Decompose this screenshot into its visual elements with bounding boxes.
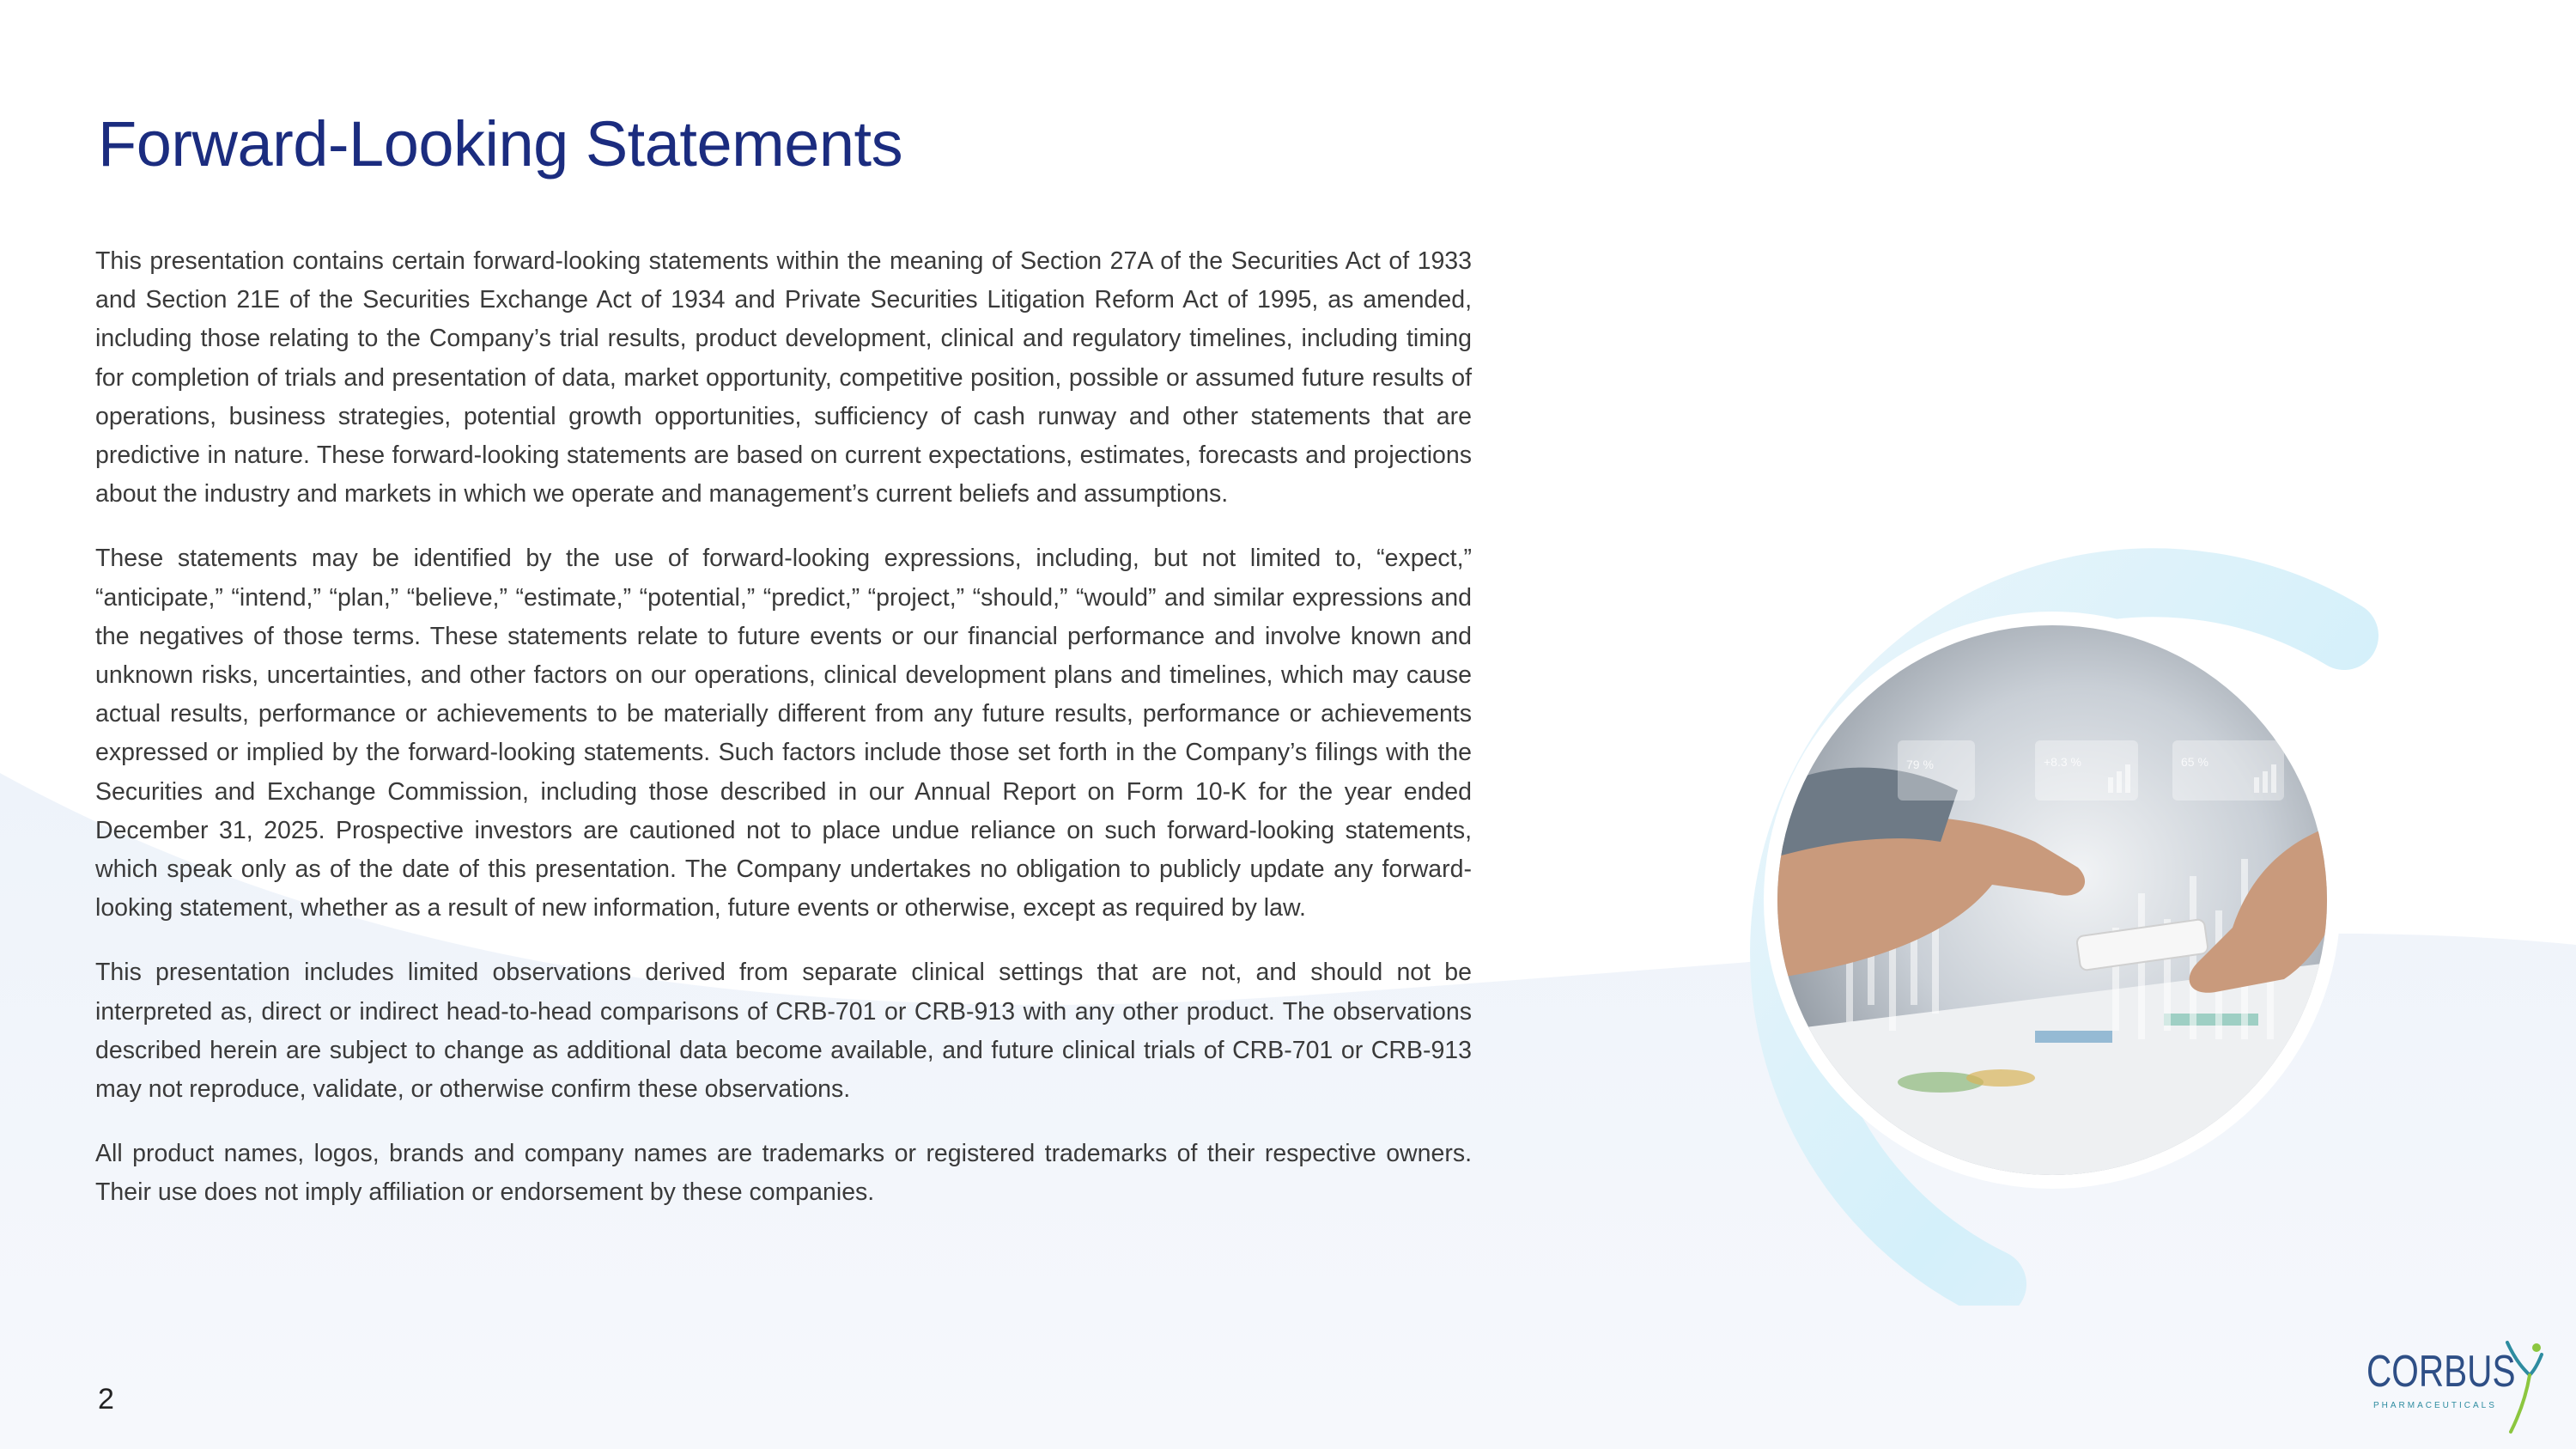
hero-image (1631, 481, 2404, 1306)
slide-title: Forward-Looking Statements (98, 108, 903, 180)
overlay-stat-1: 79 % (1906, 758, 1934, 771)
paragraph-clinical-observations: This presentation includes limited observations derived from separate clinical settings that are not, and should not be interpreted as, direct or indirect head-to-head comparisons of CRB-701 or CRB-913 with any other product. The observations described herein are subject to change as additional data become available, and future clinical trials of CRB-701 or CRB-913 may not reproduce, validate, or otherwise confirm these observations. (95, 959, 1472, 1104)
logo-figure-icon (2499, 1336, 2550, 1434)
overlay-stat-3: 65 % (2181, 755, 2208, 769)
corbus-logo (2361, 1336, 2550, 1434)
paragraph-forward-looking: This presentation contains certain forward-looking statements within the meaning of Section 27A of the Securities Act of 1933 and Section 21E of the Securities Exchange Act of 1934 and Private Securities Litigation Reform Act of 1995, as amended, including those relating to the Company’s trial results, product development, clinical and regulatory timelines, including timing for completion of trials and presentation of data, market opportunity, competitive position, possible or assumed future results of operations, business strategies, potential growth opportunities, sufficiency of cash runway and other statements that are predictive in nature. These forward-looking statements are based on current expectations, estimates, forecasts and projections about the industry and markets in which we operate and management’s current beliefs and assumptions. (95, 247, 1472, 508)
paragraph-identification: These statements may be identified by the use of forward-looking expressions, including, but not limited to, “expect,” “anticipate,” “intend,” “plan,” “believe,” “estimate,” “potential,” “predict,” “project,” “should,” “would” and similar expressions and the negatives of those terms. These statements relate to future events or our financial performance and involve known and unknown risks, uncertainties, and other factors on our operations, clinical development plans and timelines, which may cause actual results, performance or achievements to be materially different from any future results, performance or achievements expressed or implied by the forward-looking statements. Such factors include those set forth in the Company’s filings with the Securities and Exchange Commission, including those described in our Annual Report on Form 10-K for the year ended December 31, 2025. Prospective investors are cautioned not to place undue reliance on such forward-looking statements, which speak only as of the date of this presentation. The Company undertakes no obligation to publicly update any forward-looking statement, whether as a result of new information, future events or otherwise, except as required by law. (95, 545, 1472, 922)
page-number: 2 (98, 1383, 114, 1416)
disclaimer-body (95, 242, 1472, 1239)
logo-subtitle: PHARMACEUTICALS (2373, 1401, 2497, 1410)
paragraph-trademarks: All product names, logos, brands and company names are trademarks or registered trademarks of their respective owners. Their use does not imply affiliation or endorsement by these companies. (95, 1140, 1472, 1207)
logo-wordmark: CORBUS (2366, 1347, 2516, 1397)
overlay-stat-2: +8.3 % (2044, 755, 2081, 769)
